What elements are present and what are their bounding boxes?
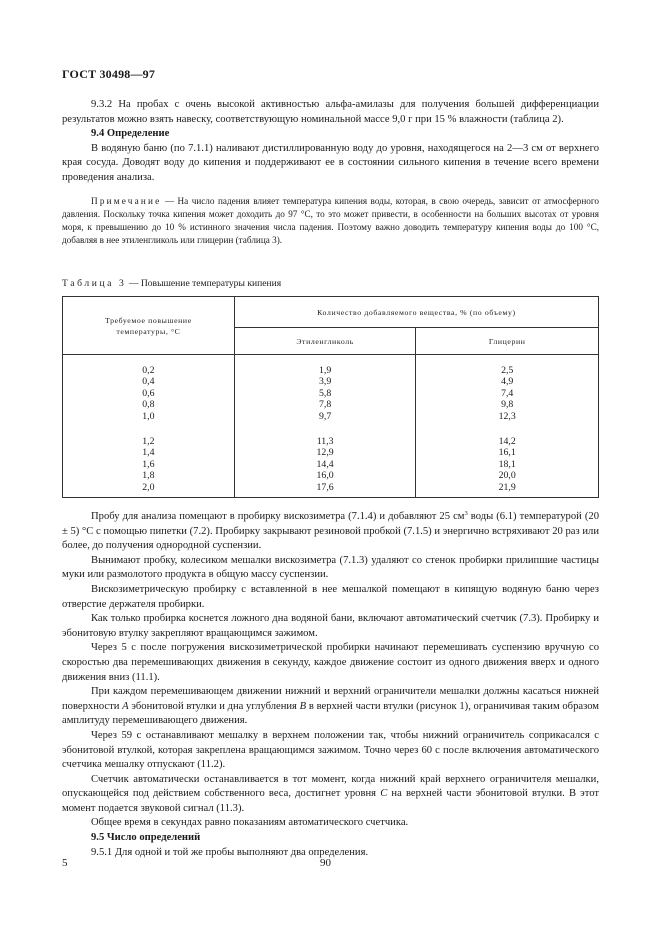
label-c: С [380, 788, 388, 800]
table-cell-temp-group-1: 0,2 0,4 0,6 0,8 1,0 [142, 365, 155, 422]
paragraph-stop-stirrer: Через 59 с останавливают мешалку в верхнем положении так, чтобы нижний ограничитель соприкасался с эбонитовой втулкой, которая закреплена вращающимся зажимом. Точно через 60 с после включения автоматического счетчика мешалку отпускают (11.2). [62, 729, 599, 771]
table-header-glycerin: Глицерин [416, 328, 599, 355]
paragraph-tube-placement: Вискозиметрическую пробирку с вставленной в нее мешалкой помещают в кипящую водяную баню через отверстие держателя пробирки. [62, 583, 599, 610]
text-block-top [62, 98, 599, 247]
table-cell-gl-group-1: 2,5 4,9 7,4 9,8 12,3 [498, 365, 516, 422]
label-a: А [122, 700, 129, 712]
paragraph-counter-stop [62, 773, 599, 817]
paragraph-sample-part-a: Пробу для анализа помещают в пробирку вискозиметра (7.1.4) и добавляют 25 см [91, 511, 465, 522]
label-b: В [299, 700, 307, 712]
paragraph-stirring: Через 5 с после погружения вискозиметрической пробирки начинают перемешивать суспензию вручную со скоростью два перемешивающих движения в секунду, каждое движение состоит из одного движения вверх и одного движения вниз (11.1). [62, 642, 599, 683]
paragraph-total-time: Общее время в секундах равно показаниям автоматического счетчика. [91, 817, 409, 829]
paragraph-limits-part-c: в верхней части втулки (рисунок 1), ограничивая таким образом амплитуду перемешивающего движения. [62, 700, 599, 727]
table-3 [62, 296, 599, 498]
table-caption-text: — Повышение температуры кипения [126, 278, 282, 289]
superscript-cm3: 3 [464, 510, 468, 517]
table-header-ethylene-glycol: Этиленгликоль [234, 328, 416, 355]
table-col-glycerin [416, 355, 599, 498]
paragraph-sample-part-b: воды (6.1) температурой (20 ± 5) °С с помощью пипетки (7.2). Пробирку закрывают резиновой пробкой (7.1.5) и энергично встряхивают 20 раз или более, до получения однородной суспензии. [62, 511, 599, 552]
table-cell-eg-group-2: 11,3 12,9 14,4 16,0 17,6 [316, 436, 334, 493]
paragraph-stirring-limits [62, 685, 599, 729]
note-paragraph [62, 195, 599, 247]
table-caption-label: Таблица 3 [62, 278, 127, 289]
paragraph-limits-part-a: При каждом перемешивающем движении нижний и верхний ограничители мешалки должны касаться нижней поверхности [62, 686, 599, 712]
footer-left-mark: 5 [62, 857, 68, 869]
table-col-ethylene-glycol [234, 355, 416, 498]
table-cell-temp-group-2: 1,2 1,4 1,6 1,8 2,0 [142, 436, 155, 493]
paragraph-9-3-2: 9.3.2 На пробах с очень высокой активностью альфа-амилазы для получения большей дифференциации результатов можно взять навеску, соответствующую номинальной массе 9,0 г при 15 % влажности (таблица 2). [62, 99, 599, 125]
table-cell-gl-group-2: 14,2 16,1 18,1 20,0 21,9 [498, 436, 516, 493]
table-body-row [63, 355, 599, 498]
standard-header: ГОСТ 30498—97 [62, 67, 156, 81]
paragraph-start-counter: Как только пробирка коснется ложного дна водяной бани, включают автоматический счетчик (7.3). Пробирку и эбонитовую втулку закрепляют вращающимся зажимом. [62, 613, 599, 639]
table-col-temp [63, 355, 235, 498]
page-number: 90 [320, 857, 331, 869]
table-header-group: Количество добавляемого вещества, % (по объему) [234, 297, 598, 328]
paragraph-9-4-1: В водяную баню (по 7.1.1) наливают дистиллированную воду до уровня, находящегося на 2—3 см от верхнего края сосуда. Доводят воду до кипения и поддерживают ее в состоянии сильного кипения в течение всего времени проведения анализа. [62, 142, 599, 183]
paragraph-counter-part-b: на верхней части эбонитовой втулки. В этот момент подается звуковой сигнал (11.3). [62, 788, 599, 814]
paragraph-9-5-1: 9.5.1 Для одной и той же пробы выполняют два определения. [91, 846, 369, 858]
paragraph-counter-part-a: Счетчик автоматически останавливается в тот момент, когда нижний край верхнего ограничителя мешалки, опускающейся под действием собственного веса, достигнет уровня [62, 773, 599, 800]
text-block-bottom [62, 510, 599, 860]
paragraph-sample [62, 510, 599, 554]
heading-9-5: 9.5 Число определений [91, 832, 201, 844]
heading-9-4: 9.4 Определение [91, 128, 170, 140]
note-text: — На число падения влияет температура кипения воды, которая, в свою очередь, зависит от атмосферного давления. Поскольку точка кипения может доходить до 97 °С, то это может привести, в особенности на больших высотах от уровня моря, к превышению до 10 % истинного значения числа падения. Поэтому важно доводить температуру кипения воды до 100 °С, добавляя в нее этиленгликоль или глицерин (таблица 3). [62, 195, 599, 245]
paragraph-limits-part-b: эбонитовой втулки и дна углубления [128, 700, 300, 712]
table-caption [62, 278, 281, 289]
paragraph-remove-stopper: Вынимают пробку, колесиком мешалки вискозиметра (7.1.3) удаляют со стенок пробирки прилипшие частицы муки или размолотого продукта в общую массу суспензии. [62, 554, 599, 581]
table-cell-eg-group-1: 1,9 3,9 5,8 7,8 9,7 [318, 365, 332, 422]
note-label: Примечание [91, 195, 162, 206]
table-header-temp: Требуемое повышение температуры, °С [63, 297, 235, 355]
